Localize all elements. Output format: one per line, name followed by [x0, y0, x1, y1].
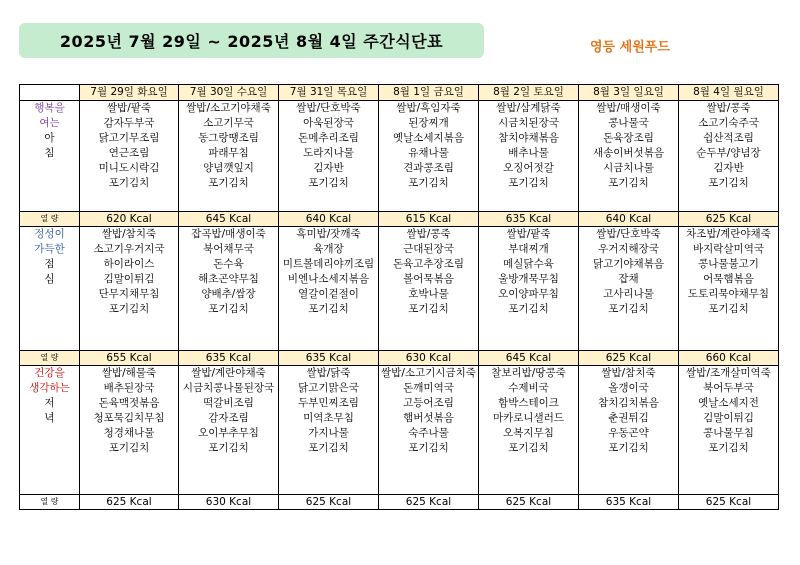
meal-label-line: 행복을 — [34, 102, 65, 114]
menu-item: 호박나물 — [408, 288, 449, 300]
menu-item: 포기김치 — [308, 442, 349, 454]
menu-item: 북어두부국 — [703, 382, 754, 394]
kcal-value: 625 Kcal — [80, 495, 179, 510]
menu-cell — [479, 101, 579, 212]
kcal-value: 625 Kcal — [479, 495, 579, 510]
kcal-value: 625 Kcal — [679, 495, 779, 510]
menu-item: 쌀밥/팥죽 — [106, 102, 152, 114]
menu-item: 돈육장조림 — [603, 132, 654, 144]
menu-item: 고사리나물 — [603, 288, 654, 300]
menu-item: 김말이튀김 — [103, 273, 155, 285]
menu-item: 오이양파무침 — [498, 288, 559, 300]
menu-item: 열갈이겉절이 — [298, 288, 359, 300]
menu-item: 시금치콩나물된장국 — [182, 382, 275, 394]
menu-item: 마카로니샐러드 — [492, 412, 564, 424]
day-header: 7월 29일 화요일 — [80, 85, 179, 101]
meal-label-line: 정성이 — [34, 228, 65, 240]
menu-cell — [279, 366, 379, 495]
menu-item: 콩나물불고기 — [698, 258, 759, 270]
menu-cell — [179, 366, 279, 495]
meal-label-line: 여는 — [39, 117, 60, 129]
menu-item: 쌀밥/조개살미역죽 — [686, 367, 771, 379]
kcal-label: 열 량 — [20, 351, 80, 366]
menu-cell — [279, 227, 379, 351]
menu-cell — [379, 366, 479, 495]
menu-item: 포기김치 — [608, 303, 649, 315]
menu-item: 우거지해장국 — [598, 243, 659, 255]
meal-label — [20, 227, 80, 351]
menu-item: 포기김치 — [308, 177, 349, 189]
menu-item: 메실닭수육 — [503, 258, 554, 270]
menu-item: 파래무침 — [208, 147, 249, 159]
day-header-row — [20, 85, 779, 101]
kcal-value: 630 Kcal — [379, 351, 479, 366]
menu-item: 쌀밥/참치죽 — [101, 228, 157, 240]
meal-row — [20, 101, 779, 212]
menu-item: 울방개묵무침 — [498, 273, 559, 285]
kcal-value: 640 Kcal — [279, 212, 379, 227]
kcal-label: 열 량 — [20, 212, 80, 227]
menu-item: 해초곤약무침 — [198, 273, 259, 285]
menu-item: 포기김치 — [708, 177, 749, 189]
menu-cell — [379, 101, 479, 212]
menu-item: 포기김치 — [608, 442, 649, 454]
menu-item: 돈수육 — [213, 258, 244, 270]
menu-item: 양배추/쌈장 — [201, 288, 256, 300]
menu-item: 쌀밥/삼계닭죽 — [496, 102, 561, 114]
menu-item: 쌀밥/팥죽 — [506, 228, 551, 240]
menu-item: 된장찌개 — [408, 117, 449, 129]
menu-item: 참치야채볶음 — [498, 132, 559, 144]
menu-item: 닭고기맑은국 — [298, 382, 359, 394]
menu-item: 오복지무침 — [503, 427, 554, 439]
menu-item: 우동곤약 — [608, 427, 649, 439]
kcal-value: 620 Kcal — [80, 212, 179, 227]
menu-item: 두부민찌조림 — [298, 397, 359, 409]
menu-cell — [679, 366, 779, 495]
menu-item: 포기김치 — [708, 442, 749, 454]
menu-cell — [679, 227, 779, 351]
kcal-row — [20, 495, 779, 510]
kcal-value: 640 Kcal — [579, 212, 679, 227]
menu-cell — [279, 101, 379, 212]
menu-item: 수제비국 — [508, 382, 549, 394]
menu-item: 쌀밥/소고기야채죽 — [186, 102, 271, 114]
menu-item: 올갱이국 — [608, 382, 649, 394]
menu-item: 아욱된장국 — [303, 117, 354, 129]
menu-item: 돈육맥젓볶음 — [98, 397, 160, 409]
menu-item: 비엔나소세지볶음 — [287, 273, 370, 285]
menu-item: 포기김치 — [708, 303, 749, 315]
menu-item: 포기김치 — [508, 303, 549, 315]
menu-item: 숙주나물 — [408, 427, 449, 439]
kcal-value: 625 Kcal — [679, 212, 779, 227]
menu-item: 김말이튀김 — [703, 412, 754, 424]
menu-item: 쌀밥/해물죽 — [101, 367, 157, 379]
meal-label-line: 건강을 — [34, 367, 65, 379]
header-corner — [20, 85, 80, 101]
menu-item: 쌀밥/단호박죽 — [596, 228, 661, 240]
menu-item: 콩나물국 — [608, 117, 649, 129]
menu-item: 쌀밥/참치죽 — [601, 367, 656, 379]
weekly-menu-table — [19, 84, 779, 510]
menu-item: 차조밥/계란야채죽 — [686, 228, 771, 240]
menu-item: 감자조림 — [208, 412, 249, 424]
menu-item: 닭고기야채볶음 — [592, 258, 664, 270]
menu-cell — [679, 101, 779, 212]
menu-item: 포기김치 — [408, 442, 449, 454]
menu-item: 동그랑땡조림 — [198, 132, 259, 144]
menu-item: 연근조림 — [108, 147, 150, 159]
menu-item: 포기김치 — [208, 442, 249, 454]
kcal-value: 625 Kcal — [279, 495, 379, 510]
kcal-row — [20, 351, 779, 366]
menu-item: 춘권튀김 — [608, 412, 649, 424]
meal-label — [20, 366, 80, 495]
day-header: 7월 31일 목요일 — [279, 85, 379, 101]
meal-row — [20, 227, 779, 351]
meal-label-line: 가득한 — [34, 243, 65, 255]
menu-item: 도토리묵야채무침 — [687, 288, 770, 300]
menu-item: 포기김치 — [208, 303, 249, 315]
menu-item: 잡채 — [618, 273, 639, 285]
kcal-value: 630 Kcal — [179, 495, 279, 510]
menu-item: 콩나물무침 — [703, 427, 754, 439]
brand-name: 영등 세원푸드 — [590, 40, 670, 55]
kcal-value: 655 Kcal — [80, 351, 179, 366]
kcal-value: 625 Kcal — [579, 351, 679, 366]
menu-item: 쌀밥/콩죽 — [706, 102, 751, 114]
menu-item: 쌀밥/콩죽 — [406, 228, 451, 240]
meal-label-line: 점 심 — [44, 258, 69, 285]
menu-item: 오징어젓갈 — [503, 162, 554, 174]
menu-cell — [80, 227, 179, 351]
menu-item: 어묵햄볶음 — [703, 273, 754, 285]
menu-item: 포기김치 — [608, 177, 649, 189]
menu-item: 포기김치 — [508, 442, 549, 454]
menu-cell — [479, 366, 579, 495]
menu-item: 소고기우거지국 — [93, 243, 165, 255]
menu-item: 바지락살미역국 — [692, 243, 764, 255]
meal-label — [20, 101, 80, 212]
menu-item: 흑미밥/잣깨죽 — [296, 228, 361, 240]
menu-item: 쌀밥/소고기시금치죽 — [381, 367, 476, 379]
menu-item: 참치김치볶음 — [598, 397, 659, 409]
menu-item: 감자두부국 — [103, 117, 155, 129]
day-header: 7월 30일 수요일 — [179, 85, 279, 101]
menu-item: 소고기숙주국 — [698, 117, 759, 129]
menu-item: 옛날소세지전 — [698, 397, 759, 409]
meal-label-line: 생각하는 — [29, 382, 70, 394]
menu-item: 찰보리밥/땅콩죽 — [491, 367, 566, 379]
menu-item: 오이부추무침 — [198, 427, 259, 439]
menu-item: 미트볼데리야끼조림 — [282, 258, 375, 270]
menu-item: 유채나물 — [408, 147, 449, 159]
menu-item: 도라지나물 — [303, 147, 354, 159]
menu-item: 포기김치 — [308, 303, 349, 315]
menu-item: 근대된장국 — [403, 243, 454, 255]
menu-cell — [579, 366, 679, 495]
menu-item: 북어채무국 — [203, 243, 254, 255]
menu-item: 순두부/양념장 — [696, 147, 761, 159]
menu-item: 미역초무침 — [303, 412, 354, 424]
menu-item: 함박스테이크 — [498, 397, 559, 409]
menu-item: 쌀밥/단호박죽 — [296, 102, 361, 114]
menu-item: 가지나물 — [308, 427, 349, 439]
kcal-value: 635 Kcal — [479, 212, 579, 227]
menu-item: 단무지채무침 — [98, 288, 160, 300]
meal-row — [20, 366, 779, 495]
page-title-text: 2025년 7월 29일 ~ 2025년 8월 4일 주간식단표 — [59, 32, 444, 51]
kcal-label: 열 량 — [20, 495, 80, 510]
menu-item: 청경채나물 — [103, 427, 155, 439]
menu-item: 쌀밥/매생이죽 — [596, 102, 661, 114]
kcal-value: 635 Kcal — [279, 351, 379, 366]
menu-item: 포기김치 — [108, 303, 150, 315]
menu-cell — [579, 227, 679, 351]
menu-item: 김자반 — [313, 162, 344, 174]
menu-item: 부대찌개 — [508, 243, 549, 255]
menu-item: 포기김치 — [508, 177, 549, 189]
kcal-value: 645 Kcal — [479, 351, 579, 366]
day-header: 8월 2일 토요일 — [479, 85, 579, 101]
menu-item: 볼어묵볶음 — [403, 273, 454, 285]
menu-item: 포기김치 — [108, 177, 150, 189]
menu-item: 포기김치 — [408, 177, 449, 189]
kcal-value: 645 Kcal — [179, 212, 279, 227]
menu-item: 양념깻잎지 — [203, 162, 254, 174]
kcal-value: 615 Kcal — [379, 212, 479, 227]
menu-cell — [179, 101, 279, 212]
menu-item: 육개장 — [313, 243, 344, 255]
menu-item: 떡갈비조림 — [203, 397, 254, 409]
menu-item: 포기김치 — [408, 303, 449, 315]
menu-item: 햄버섯볶음 — [403, 412, 454, 424]
menu-item: 옛날소세지볶음 — [392, 132, 464, 144]
menu-cell — [479, 227, 579, 351]
kcal-value: 635 Kcal — [579, 495, 679, 510]
menu-item: 쌀밥/닭죽 — [306, 367, 351, 379]
kcal-value: 660 Kcal — [679, 351, 779, 366]
menu-item: 돈육고추장조림 — [392, 258, 464, 270]
menu-item: 하이라이스 — [103, 258, 155, 270]
menu-item: 쉽산적조림 — [703, 132, 754, 144]
day-header: 8월 1일 금요일 — [379, 85, 479, 101]
page-title — [19, 23, 484, 58]
kcal-value: 635 Kcal — [179, 351, 279, 366]
menu-item: 견과콩조림 — [403, 162, 454, 174]
menu-item: 김자반 — [713, 162, 744, 174]
menu-cell — [80, 366, 179, 495]
menu-item: 쌀밥/계란야채죽 — [191, 367, 266, 379]
menu-cell — [579, 101, 679, 212]
menu-cell — [179, 227, 279, 351]
menu-item: 새송이버섯볶음 — [592, 147, 664, 159]
menu-item: 시금치된장국 — [498, 117, 559, 129]
kcal-value: 625 Kcal — [379, 495, 479, 510]
menu-item: 배추된장국 — [103, 382, 155, 394]
menu-item: 돈깨미역국 — [403, 382, 454, 394]
menu-item: 고등어조림 — [403, 397, 454, 409]
day-header: 8월 3일 일요일 — [579, 85, 679, 101]
menu-item: 미니도시락김 — [98, 162, 160, 174]
menu-cell — [80, 101, 179, 212]
menu-item: 시금치나물 — [603, 162, 654, 174]
menu-item: 포기김치 — [208, 177, 249, 189]
day-header: 8월 4일 월요일 — [679, 85, 779, 101]
menu-item: 닭고기무조림 — [98, 132, 160, 144]
menu-cell — [379, 227, 479, 351]
menu-item: 쌀밥/흑임자죽 — [396, 102, 461, 114]
menu-item: 돈메추리조림 — [298, 132, 359, 144]
menu-item: 포기김치 — [108, 442, 150, 454]
menu-item: 배추나물 — [508, 147, 549, 159]
menu-item: 소고기무국 — [203, 117, 254, 129]
kcal-row — [20, 212, 779, 227]
menu-item: 청포묵김치무침 — [93, 412, 165, 424]
menu-item: 잡곡밥/매생이죽 — [191, 228, 266, 240]
meal-label-line: 저 녁 — [44, 397, 69, 424]
meal-label-line: 아 침 — [44, 132, 69, 159]
